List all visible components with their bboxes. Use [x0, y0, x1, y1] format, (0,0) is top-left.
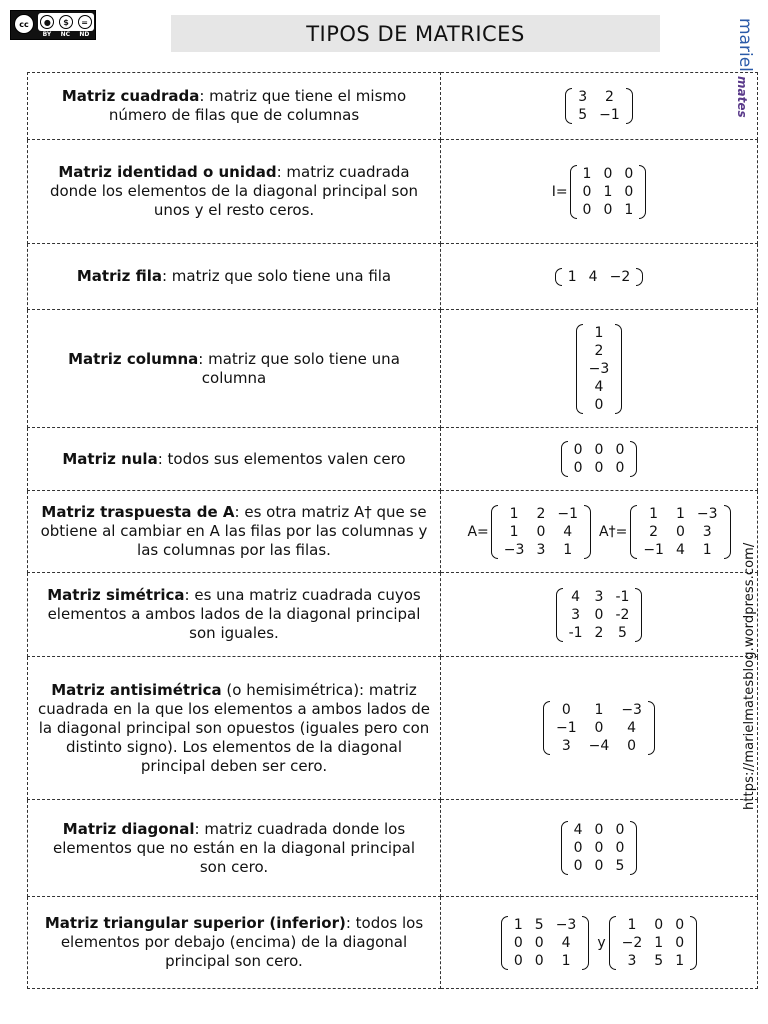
matrix-entry: 0 — [615, 460, 625, 476]
matrix-entry: 0 — [534, 934, 544, 951]
matrix-entry: 3 — [702, 523, 712, 540]
table-row — [28, 573, 758, 657]
table-row — [28, 491, 758, 573]
table-row — [28, 800, 758, 897]
type-definition: : matriz que solo tiene una fila — [161, 267, 392, 285]
type-definition: : es una matriz cuadrada cuyos elementos a ambos lados de la diagonal principal son iguales. — [47, 586, 421, 642]
right-bracket — [690, 916, 697, 970]
matrix-entry: −2 — [609, 269, 631, 286]
left-bracket — [555, 268, 562, 286]
matrix-entry: 0 — [513, 952, 523, 969]
matrix-label: I= — [551, 183, 568, 200]
type-definition: : es otra matriz A† que se obtiene al cambiar en A las filas por las columnas y las columnas por las filas. — [40, 503, 428, 559]
matrix-entry: 0 — [594, 442, 604, 458]
type-name: Matriz cuadrada — [61, 87, 200, 105]
left-bracket — [501, 916, 508, 970]
left-bracket — [576, 324, 583, 414]
matrix-entry: 0 — [594, 822, 604, 838]
matrix-entry: -1 — [615, 588, 630, 605]
table-row — [28, 73, 758, 140]
brand-top-text: mariel — [735, 18, 755, 72]
matrix-entry: 4 — [563, 523, 573, 540]
right-bracket — [639, 165, 646, 219]
matrix-entry: -1 — [568, 624, 583, 641]
example-cell — [441, 428, 758, 491]
type-name: Matriz traspuesta de A — [41, 503, 235, 521]
matrix-entry: 1 — [513, 916, 523, 933]
type-name: Matriz antisimétrica — [51, 680, 222, 699]
type-definition: : matriz que tiene el mismo número de filas que de columnas — [108, 87, 407, 124]
type-name: Matriz columna — [68, 349, 199, 368]
matrix-entry: 0 — [627, 738, 637, 754]
table-row — [28, 657, 758, 800]
left-bracket — [561, 821, 568, 875]
matrix-entry: 1 — [649, 505, 659, 522]
matrix — [491, 505, 591, 559]
matrix — [561, 821, 638, 875]
matrix-entry: 4 — [561, 934, 571, 951]
blog-url: https://marielmatesblog.wordpress.com/ — [742, 542, 757, 810]
type-description — [28, 897, 441, 989]
table-row — [28, 897, 758, 989]
matrix-entry: 3 — [561, 738, 571, 754]
matrix-entry: 1 — [561, 952, 571, 969]
left-bracket — [565, 88, 572, 124]
matrix-entry: 3 — [536, 541, 546, 558]
matrix-entry: 5 — [654, 952, 664, 969]
example-cell — [441, 573, 758, 657]
matrix-entry: 3 — [627, 952, 637, 969]
example-cell — [441, 140, 758, 244]
right-bracket — [636, 268, 643, 286]
type-description — [28, 73, 441, 140]
attribution-icon: ● — [40, 15, 54, 29]
matrix-entry: 0 — [675, 916, 685, 933]
matrix-entry: 3 — [594, 588, 604, 605]
left-bracket — [491, 505, 498, 559]
matrix-entry: 0 — [573, 460, 583, 476]
matrix-entry: 5 — [534, 916, 544, 933]
matrix-entry: 1 — [594, 702, 604, 718]
right-bracket — [626, 88, 633, 124]
matrix-entry: 0 — [573, 840, 583, 856]
matrix-entry: 1 — [624, 201, 634, 218]
example-cell — [441, 897, 758, 989]
type-name: Matriz simétrica — [47, 586, 185, 604]
table-row — [28, 140, 758, 244]
matrix — [609, 916, 697, 970]
matrix-entry: −2 — [621, 934, 643, 951]
matrix-label: y — [597, 934, 606, 951]
matrix-entry: 4 — [588, 269, 598, 286]
type-name: Matriz triangular superior (inferior) — [44, 914, 346, 932]
example-cell — [441, 491, 758, 573]
type-name: Matriz nula — [62, 449, 158, 468]
matrix-entry: 5 — [615, 858, 625, 874]
matrix-entry: 5 — [578, 107, 588, 123]
left-bracket — [609, 916, 616, 970]
matrix-entry: 1 — [675, 505, 685, 522]
matrix-entry: 1 — [567, 269, 577, 286]
matrix-entry: 0 — [603, 201, 613, 218]
table-row — [28, 428, 758, 491]
matrix-entry: 1 — [582, 165, 592, 182]
matrix-entry: 0 — [624, 165, 634, 182]
matrix — [501, 916, 589, 970]
matrix — [630, 505, 730, 559]
right-bracket — [635, 588, 642, 642]
matrix — [556, 588, 643, 642]
matrix-entry: 2 — [594, 624, 604, 641]
matrix-entry: 4 — [594, 378, 604, 395]
matrix-entry: 0 — [615, 840, 625, 856]
non-commercial-icon: $ — [59, 15, 73, 29]
brand-bottom-text: mates — [735, 76, 749, 118]
example-cell — [441, 657, 758, 800]
matrix-entry: 0 — [513, 934, 523, 951]
matrix-entry: −3 — [555, 916, 577, 933]
matrix-entry: 0 — [594, 720, 604, 736]
matrix — [561, 441, 638, 477]
matrix-entry: −3 — [696, 505, 718, 522]
matrix — [570, 165, 647, 219]
example-cell — [441, 244, 758, 310]
matrix-entry: 5 — [617, 624, 627, 641]
matrix-entry: 1 — [594, 324, 604, 341]
type-name: Matriz diagonal — [62, 819, 195, 838]
matrix-entry: 0 — [594, 460, 604, 476]
matrix-entry: 0 — [536, 523, 546, 540]
matrix-entry: 2 — [605, 89, 614, 105]
matrix — [555, 268, 643, 286]
matrix-entry: −3 — [621, 702, 642, 718]
right-bracket — [582, 916, 589, 970]
type-description — [28, 491, 441, 573]
matrix-entry: 0 — [594, 606, 604, 623]
type-definition: : matriz que solo tiene una columna — [198, 349, 400, 387]
type-definition: : matriz cuadrada donde los elementos de la diagonal principal son unos y el resto ceros. — [49, 163, 419, 219]
matrix-entry: −1 — [599, 107, 620, 123]
matrix-entry: 3 — [571, 606, 580, 623]
matrix-entry: 2 — [536, 505, 546, 522]
matrix-entry: 2 — [594, 342, 604, 359]
matrix-entry: 0 — [594, 858, 604, 874]
matrix-entry: −3 — [503, 541, 525, 558]
left-bracket — [570, 165, 577, 219]
matrix-entry: 0 — [603, 165, 613, 182]
right-bracket — [584, 505, 591, 559]
left-bracket — [561, 441, 568, 477]
matrix-label: A†= — [599, 523, 628, 540]
type-description — [28, 428, 441, 491]
type-description — [28, 573, 441, 657]
matrix-entry: 0 — [615, 442, 625, 458]
right-bracket — [630, 441, 637, 477]
matrix-entry: 0 — [594, 840, 604, 856]
matrix-entry: −1 — [556, 720, 577, 736]
license-tag-nd: ND — [79, 31, 90, 38]
type-description — [28, 244, 441, 310]
matrix-entry: 0 — [573, 858, 583, 874]
type-definition: : todos los elementos por debajo (encima) de la diagonal principal son cero. — [60, 914, 424, 970]
license-icons — [38, 13, 94, 31]
matrix-entry: 4 — [571, 588, 580, 605]
matrix-entry: 2 — [649, 523, 659, 540]
left-bracket — [630, 505, 637, 559]
type-definition: : todos sus elementos valen cero — [157, 449, 406, 468]
matrix — [565, 88, 633, 124]
matrix-entry: 0 — [582, 183, 592, 200]
matrix-entry: 1 — [509, 523, 519, 540]
matrix-entry: 0 — [534, 952, 544, 969]
matrix-entry: −4 — [588, 738, 610, 754]
type-description — [28, 140, 441, 244]
matrix-entry: 1 — [509, 505, 519, 522]
matrix-entry: 1 — [627, 916, 637, 933]
creative-commons-license-badge — [10, 10, 96, 40]
matrix-types-table — [27, 72, 758, 989]
type-definition: : matriz cuadrada donde los elementos que no están en la diagonal principal son cero. — [53, 819, 415, 876]
right-bracket — [724, 505, 731, 559]
page-title: TIPOS DE MATRICES — [171, 15, 660, 52]
matrix-entry: 1 — [603, 183, 613, 200]
matrix-entry: 0 — [582, 201, 592, 218]
matrix-entry: 0 — [654, 916, 664, 933]
matrix-entry: 0 — [675, 934, 685, 951]
license-tags — [38, 31, 94, 38]
matrix-entry: 4 — [573, 822, 583, 838]
matrix-entry: −3 — [588, 360, 610, 377]
example-cell — [441, 73, 758, 140]
matrix-entry: 4 — [675, 541, 685, 558]
example-cell — [441, 800, 758, 897]
left-bracket — [543, 701, 550, 755]
table-row — [28, 244, 758, 310]
type-name: Matriz identidad o unidad — [58, 163, 277, 181]
matrix-entry: 0 — [624, 183, 634, 200]
cc-icon: cc — [14, 14, 34, 34]
license-tag-by: BY — [42, 31, 52, 38]
matrix-entry: 1 — [654, 934, 664, 951]
matrix-entry: −1 — [557, 505, 578, 522]
license-tag-nc: NC — [60, 31, 70, 38]
matrix-entry: −1 — [643, 541, 664, 558]
type-description — [28, 310, 441, 428]
table-row — [28, 310, 758, 428]
matrix-entry: 4 — [627, 720, 637, 736]
matrix-entry: 0 — [561, 702, 571, 718]
matrix-entry: -2 — [615, 606, 630, 623]
matrix-entry: 1 — [675, 952, 685, 969]
no-derivatives-icon: = — [78, 15, 92, 29]
matrix-entry: 3 — [578, 89, 588, 105]
matrix — [543, 701, 655, 755]
type-definition: (o hemisimétrica): matriz cuadrada en la que los elementos a ambos lados de la diagonal principal son opuestos (iguales pero con distinto signo). Los elementos de la diagonal principal deben ser cero. — [38, 680, 430, 775]
matrix-entry: 0 — [675, 523, 685, 540]
type-name: Matriz fila — [76, 267, 162, 285]
matrix-entry: 0 — [573, 442, 583, 458]
matrix — [576, 324, 623, 414]
right-bracket — [648, 701, 655, 755]
matrix-entry: 0 — [594, 396, 604, 413]
matrix-entry: 1 — [702, 541, 712, 558]
matrix-entry: 0 — [615, 822, 625, 838]
type-description — [28, 657, 441, 800]
matrix-label: A= — [467, 523, 489, 540]
example-cell — [441, 310, 758, 428]
right-bracket — [615, 324, 622, 414]
matrix-entry: 1 — [563, 541, 573, 558]
left-bracket — [556, 588, 563, 642]
type-description — [28, 800, 441, 897]
right-bracket — [630, 821, 637, 875]
